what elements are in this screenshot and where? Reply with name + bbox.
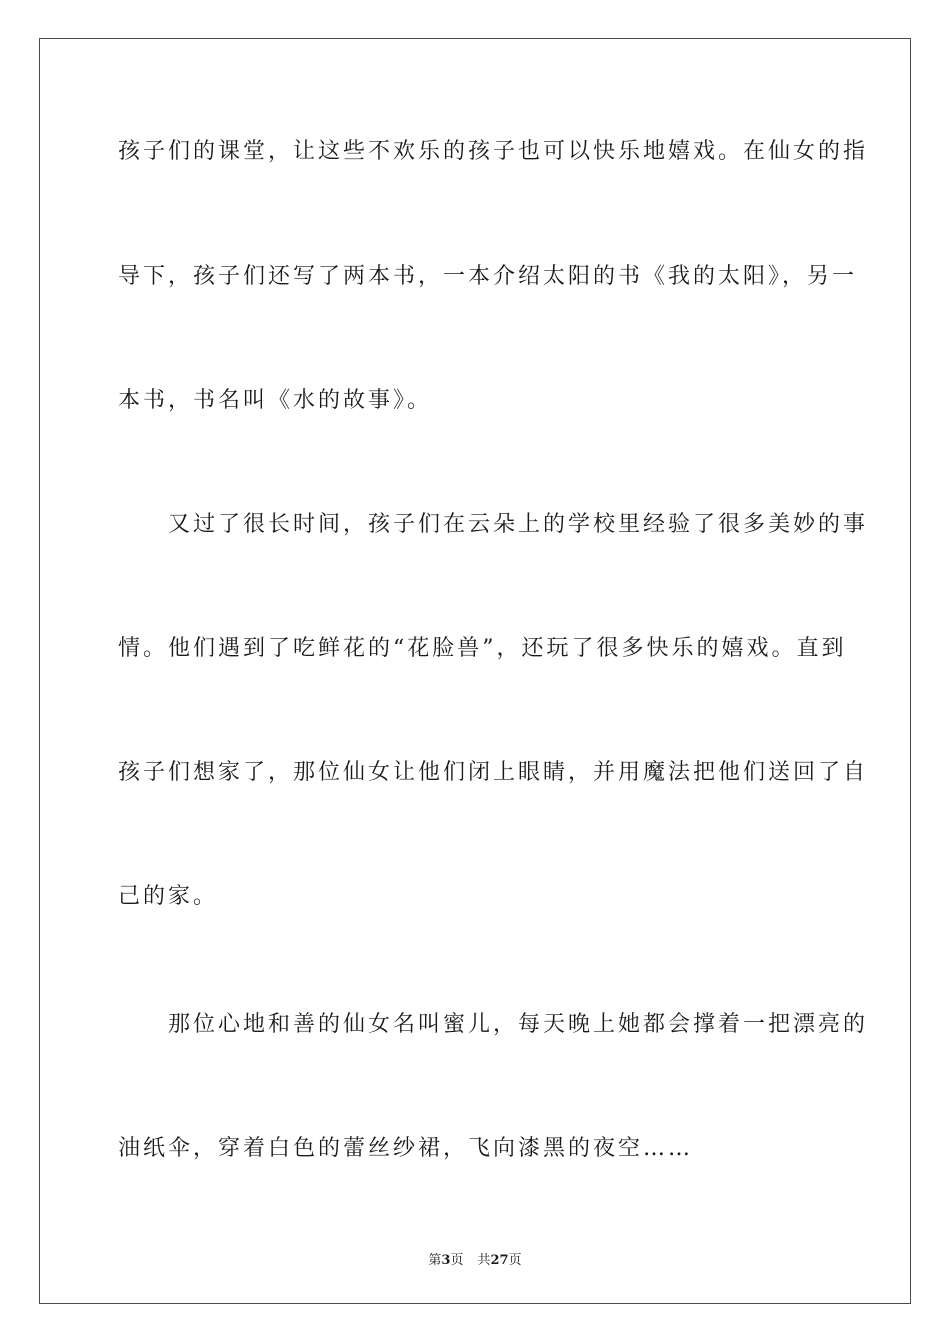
paragraph-line: 油纸伞，穿着白色的蕾丝纱裙，飞向漆黑的夜空……	[118, 1136, 694, 1161]
total-pages: 27	[490, 1253, 509, 1268]
paragraph-line: 本书，书名叫《水的故事》。	[118, 388, 433, 413]
page-number: 3	[441, 1253, 451, 1268]
paragraph-line: 孩子们的课堂，让这些不欢乐的孩子也可以快乐地嬉戏。在仙女的指	[118, 139, 869, 164]
paragraph-line: 情。他们遇到了吃鲜花的“花脸兽”，还玩了很多快乐的嬉戏。直到	[118, 636, 847, 661]
page-footer	[0, 1249, 950, 1268]
page-border	[39, 38, 911, 1304]
total-prefix: 共	[477, 1253, 491, 1268]
paragraph-line: 又过了很长时间，孩子们在云朵上的学校里经验了很多美妙的事	[118, 512, 869, 537]
page-suffix: 页	[450, 1253, 464, 1268]
total-suffix: 页	[508, 1253, 522, 1268]
paragraph-line: 孩子们想家了，那位仙女让他们闭上眼睛，并用魔法把他们送回了自	[118, 760, 869, 785]
page-prefix: 第	[428, 1253, 442, 1268]
paragraph-line: 导下，孩子们还写了两本书，一本介绍太阳的书《我的太阳》，另一	[118, 264, 858, 289]
paragraph-line: 那位心地和善的仙女名叫蜜儿，每天晚上她都会撑着一把漂亮的	[118, 1012, 869, 1037]
paragraph-line: 己的家。	[118, 884, 219, 909]
